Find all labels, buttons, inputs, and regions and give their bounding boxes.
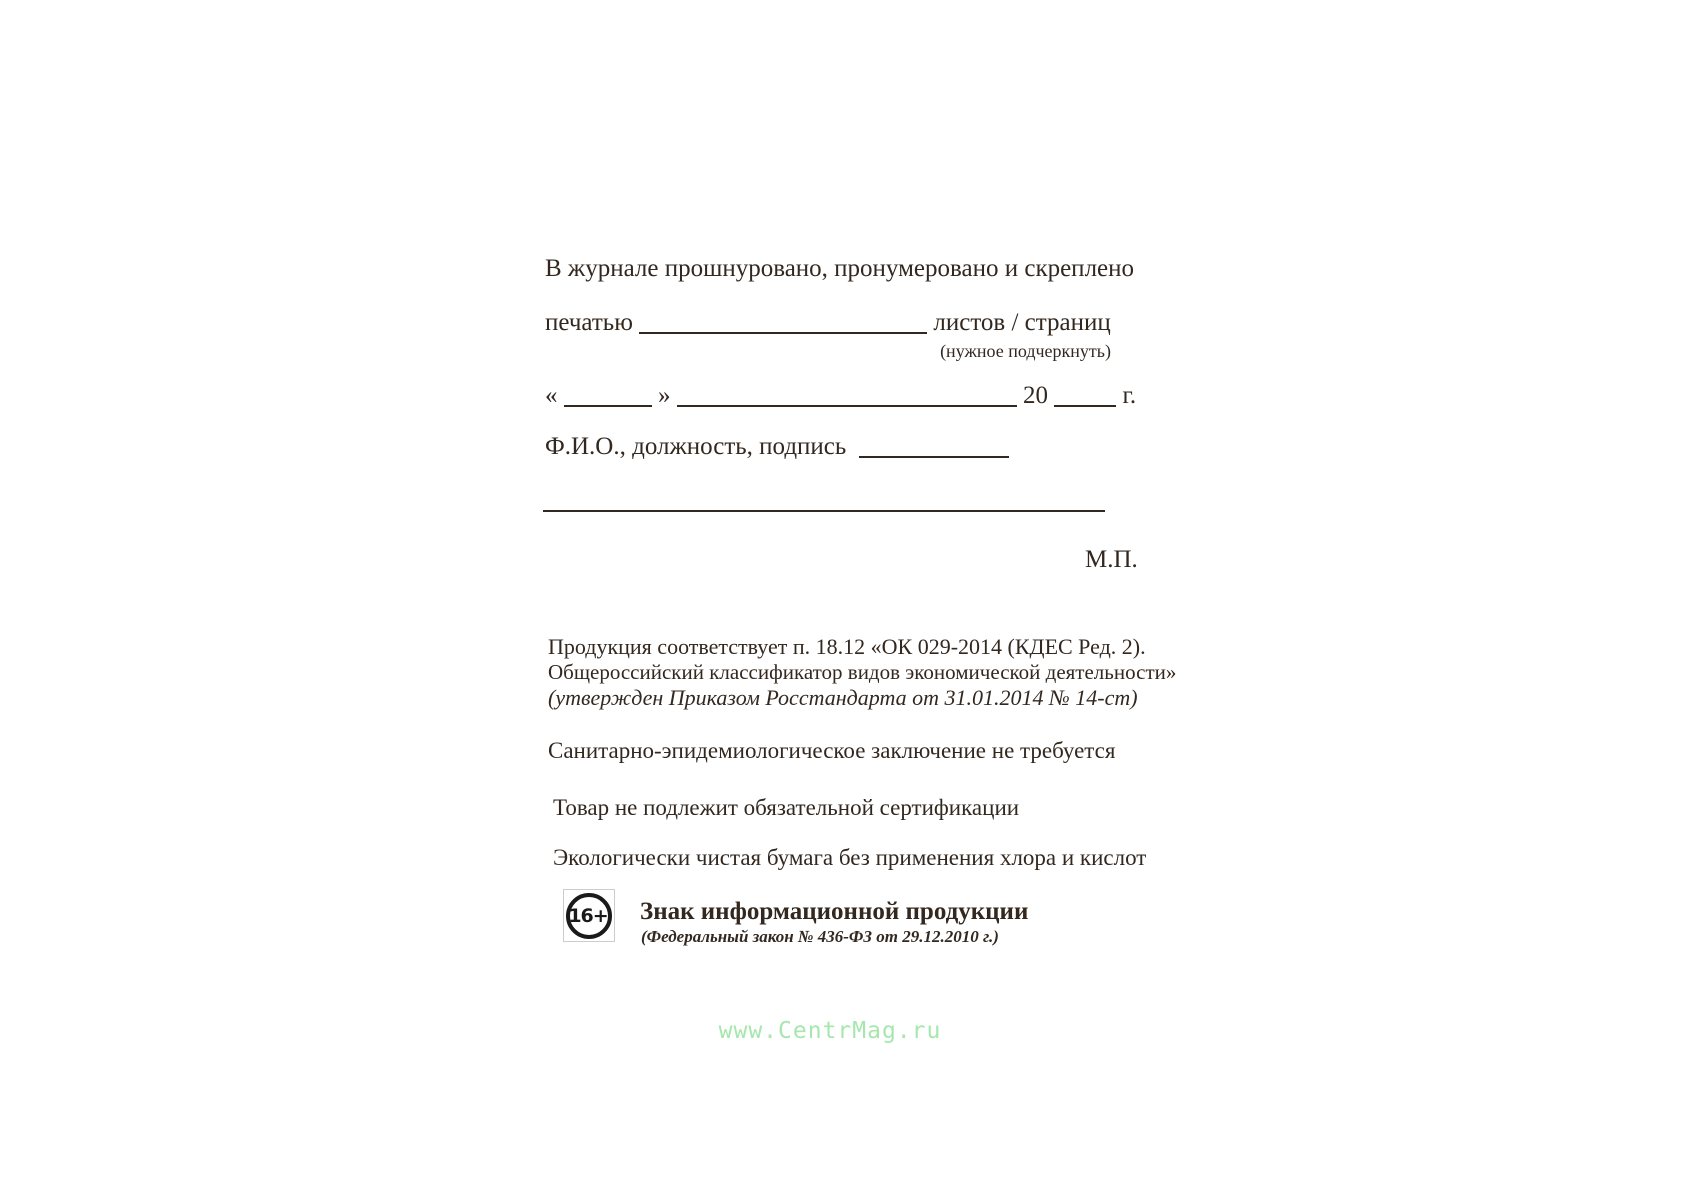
blank-day [564,405,652,407]
seal-label: печатью [545,309,633,336]
year-letter: г. [1122,382,1137,409]
okved-compliance-line3: (утвержден Приказом Росстандарта от 31.01.2014 № 14-ст) [548,685,1138,710]
blank-year [1054,405,1116,407]
signature-line [545,433,1009,461]
underline-hint: (нужное подчеркнуть) [940,341,1111,361]
sanitary-statement: Санитарно-эпидемиологическое заключение не требуется [548,738,1116,763]
sheets-pages-label: листов / страниц [933,309,1111,336]
year-century: 20 [1023,382,1048,409]
blank-signature [859,456,1009,458]
seal-line [545,309,1111,337]
okved-compliance-line1: Продукция соответствует п. 18.12 «ОК 029-2014 (КДЕС Ред. 2). [548,634,1146,659]
okved-compliance-line2: Общероссийский классификатор видов экономической деятельности» [548,660,1177,684]
info-sign-law-ref: (Федеральный закон № 436-ФЗ от 29.12.2010 г.) [641,927,999,946]
signature-label: Ф.И.О., должность, подпись [545,433,847,460]
certification-statement: Товар не подлежит обязательной сертификации [553,795,1020,820]
eco-paper-statement: Экологически чистая бумага без применения хлора и кислот [553,845,1147,870]
info-sign-title: Знак информационной продукции [640,898,1029,925]
blank-sheets-count [639,332,927,334]
stamp-place-abbr: М.П. [1085,546,1138,573]
date-line [545,382,1136,410]
age-rating-text: 16+ [568,904,608,927]
blank-month [677,405,1017,407]
stitched-statement: В журнале прошнуровано, пронумеровано и скреплено [545,255,1135,282]
age-rating-16plus-icon [566,893,612,939]
age-rating-frame [563,889,615,942]
centrmag-watermark: www.CentrMag.ru [718,1018,942,1044]
quote-close: » [658,382,671,409]
blank-signature-full-line [543,510,1105,512]
quote-open: « [545,382,558,409]
